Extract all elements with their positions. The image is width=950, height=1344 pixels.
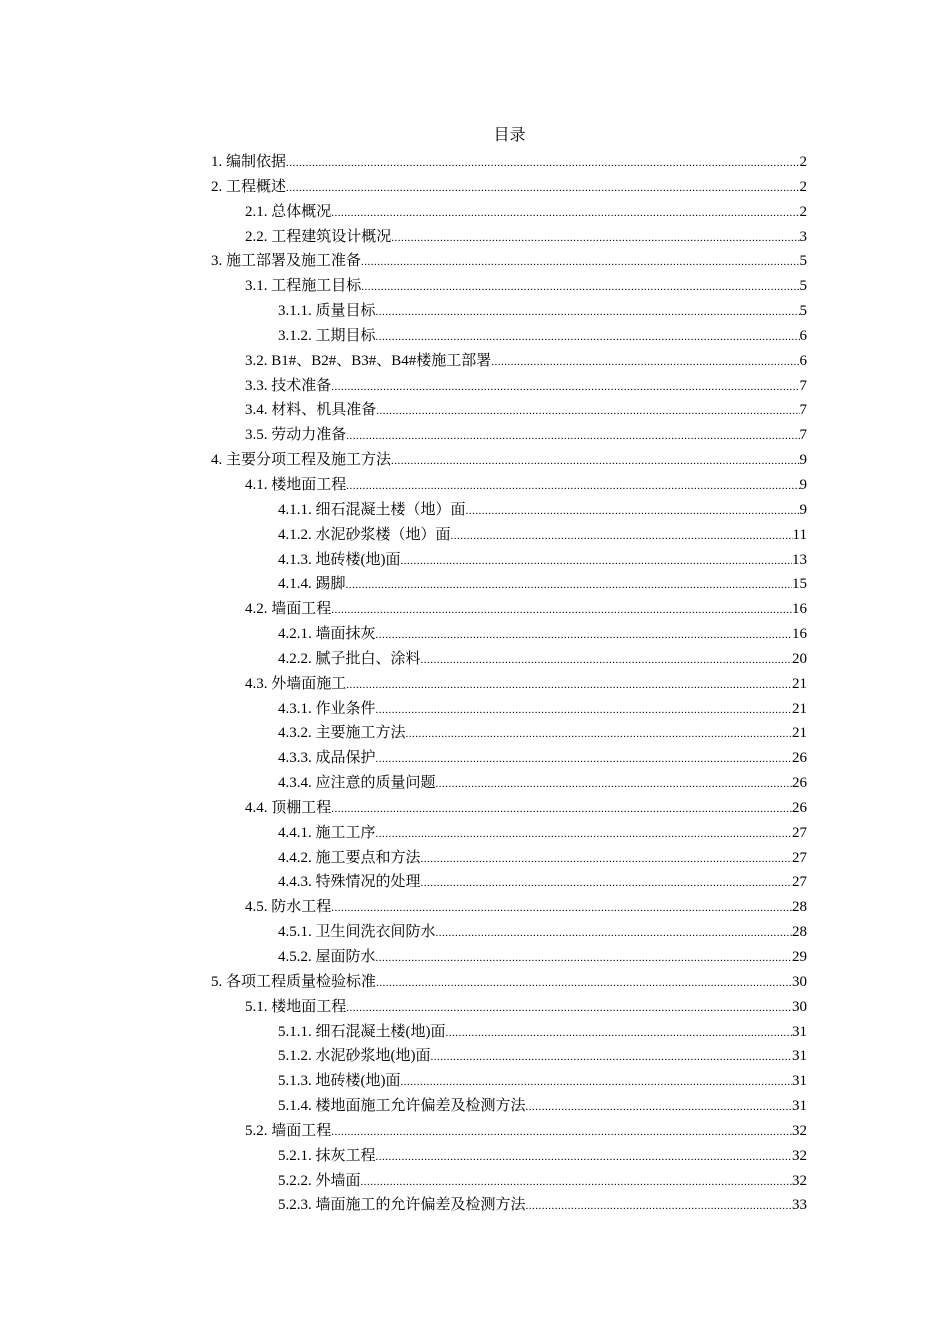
toc-entry[interactable] bbox=[211, 647, 807, 672]
toc-entry[interactable] bbox=[211, 746, 807, 771]
toc-entry-label bbox=[278, 746, 376, 771]
toc-entry-text: 特殊情况的处理 bbox=[315, 874, 421, 891]
toc-entry-page: 32 bbox=[792, 1122, 807, 1139]
toc-entry-label bbox=[245, 995, 346, 1020]
toc-entry-page: 2 bbox=[799, 203, 807, 220]
toc-entry-text: 墙面工程 bbox=[271, 601, 332, 618]
toc-entry-text: 墙面施工的允许偏差及检测方法 bbox=[315, 1197, 526, 1214]
toc-entry-text: 地砖楼(地)面 bbox=[315, 551, 401, 568]
toc-entry-label bbox=[245, 200, 331, 225]
toc-entry-text: 顶棚工程 bbox=[271, 799, 332, 816]
toc-entry-text: 各项工程质量检验标准 bbox=[226, 973, 377, 990]
dot-leader bbox=[526, 1194, 792, 1219]
toc-entry-page: 21 bbox=[792, 725, 807, 742]
toc-entry-text: 细石混凝土楼(地)面 bbox=[315, 1023, 446, 1040]
toc-entry[interactable] bbox=[211, 1020, 807, 1045]
toc-entry-number: 4.4.3. bbox=[278, 874, 312, 891]
toc-entry-page: 5 bbox=[799, 278, 807, 295]
toc-entry-number: 4. bbox=[211, 452, 223, 469]
toc-entry-number: 5.2.1. bbox=[278, 1147, 312, 1164]
toc-entry-label bbox=[278, 1169, 361, 1194]
toc-entry-page: 31 bbox=[792, 1048, 807, 1065]
toc-entry-number: 3.5. bbox=[245, 427, 268, 444]
toc-entry-page: 33 bbox=[792, 1197, 807, 1214]
toc-entry-text: 施工工序 bbox=[315, 824, 376, 841]
toc-entry-number: 5.1.4. bbox=[278, 1098, 312, 1115]
toc-entry-number: 5.1.3. bbox=[278, 1073, 312, 1090]
toc-entry[interactable] bbox=[211, 175, 807, 200]
toc-entry[interactable] bbox=[211, 1169, 807, 1194]
toc-entry-label bbox=[278, 697, 376, 722]
toc-entry-number: 4.3. bbox=[245, 675, 268, 692]
toc-entry-page: 9 bbox=[799, 476, 807, 493]
toc-entry-number: 3.2. bbox=[245, 352, 268, 369]
dot-leader bbox=[401, 1070, 793, 1095]
toc-entry[interactable] bbox=[211, 846, 807, 871]
toc-entry-text: 水泥砂浆楼（地）面 bbox=[315, 526, 451, 543]
toc-entry[interactable] bbox=[211, 274, 807, 299]
toc-entry-number: 4.1. bbox=[245, 476, 268, 493]
dot-leader bbox=[421, 648, 792, 673]
dot-leader bbox=[346, 474, 799, 499]
toc-entry-text: 墙面工程 bbox=[271, 1122, 332, 1139]
toc-entry-text: 防水工程 bbox=[271, 899, 332, 916]
toc-entry-page: 2 bbox=[799, 154, 807, 170]
toc-entry[interactable] bbox=[211, 1144, 807, 1169]
dot-leader bbox=[376, 747, 792, 772]
dot-leader bbox=[286, 151, 799, 176]
toc-entry-number: 4.5.2. bbox=[278, 949, 312, 965]
toc-entry-label bbox=[278, 622, 376, 647]
toc-entry-text: 作业条件 bbox=[315, 700, 376, 717]
dot-leader bbox=[376, 623, 792, 648]
toc-entry[interactable] bbox=[211, 150, 807, 175]
toc-entry-text: 卫生间洗衣间防水 bbox=[315, 924, 436, 941]
dot-leader bbox=[376, 300, 800, 325]
toc-entry-text: 成品保护 bbox=[315, 750, 376, 767]
toc-entry-text: 工期目标 bbox=[315, 327, 376, 344]
dot-leader bbox=[361, 1170, 792, 1195]
toc-entry[interactable] bbox=[211, 721, 807, 746]
toc-entry-number: 4.4.2. bbox=[278, 849, 312, 866]
toc-entry-label bbox=[278, 846, 421, 871]
toc-entry-number: 4.4. bbox=[245, 799, 268, 816]
toc-entry-number: 3. bbox=[211, 253, 223, 270]
toc-entry-text: 楼地面工程 bbox=[271, 998, 347, 1015]
toc-entry-number: 4.2.1. bbox=[278, 626, 312, 643]
toc-entry-text: 外墙面 bbox=[315, 1172, 361, 1189]
toc-entry-text: 工程建筑设计概况 bbox=[271, 228, 392, 245]
toc-entry-label bbox=[211, 448, 391, 473]
toc-entry-page: 7 bbox=[799, 427, 807, 444]
toc-entry-number: 2.1. bbox=[245, 203, 268, 220]
toc-entry[interactable] bbox=[211, 1193, 807, 1218]
toc-entry-label bbox=[278, 1094, 526, 1119]
dot-leader bbox=[466, 499, 800, 524]
dot-leader bbox=[421, 847, 792, 872]
toc-entry[interactable] bbox=[211, 1119, 807, 1144]
toc-entry[interactable] bbox=[211, 299, 807, 324]
toc-entry-text: 劳动力准备 bbox=[271, 427, 347, 444]
toc-entry-number: 5.2.2. bbox=[278, 1172, 312, 1189]
toc-entry-page: 21 bbox=[792, 675, 807, 692]
toc-entry-label bbox=[245, 597, 331, 622]
toc-entry-label bbox=[245, 473, 346, 498]
dot-leader bbox=[361, 250, 799, 275]
dot-leader bbox=[376, 822, 792, 847]
toc-entry[interactable] bbox=[211, 821, 807, 846]
toc-entry-page: 2 bbox=[799, 178, 807, 195]
toc-entry-text: 施工要点和方法 bbox=[315, 849, 421, 866]
toc-entry-number: 4.4.1. bbox=[278, 824, 312, 841]
dot-leader bbox=[401, 549, 793, 574]
toc-entry-page: 31 bbox=[792, 1023, 807, 1040]
toc-entry-label bbox=[278, 721, 406, 746]
toc-entry[interactable] bbox=[211, 249, 807, 274]
toc-entry[interactable] bbox=[211, 1069, 807, 1094]
toc-entry-label bbox=[278, 1020, 446, 1045]
toc-entry-text: 应注意的质量问题 bbox=[315, 775, 436, 792]
toc-entry[interactable] bbox=[211, 622, 807, 647]
toc-entry[interactable] bbox=[211, 349, 807, 374]
toc-entry[interactable] bbox=[211, 945, 807, 970]
dot-leader bbox=[331, 598, 792, 623]
toc-entry-text: 技术准备 bbox=[271, 377, 332, 394]
toc-entry-label bbox=[278, 647, 421, 672]
toc-entry-page: 6 bbox=[799, 352, 807, 369]
toc-entry[interactable] bbox=[211, 796, 807, 821]
dot-leader bbox=[406, 722, 792, 747]
toc-entry-page: 7 bbox=[799, 402, 807, 419]
toc-entry-label bbox=[245, 374, 331, 399]
toc-entry-text: 编制依据 bbox=[226, 154, 287, 170]
toc-entry-number: 4.3.1. bbox=[278, 700, 312, 717]
toc-entry-page: 27 bbox=[792, 849, 807, 866]
toc-entry-number: 3.1.1. bbox=[278, 303, 312, 320]
toc-entry-number: 4.5.1. bbox=[278, 924, 312, 941]
dot-leader bbox=[361, 275, 799, 300]
toc-entry-label bbox=[278, 548, 401, 573]
toc-entry-text: 材料、机具准备 bbox=[271, 402, 377, 419]
toc-entry-number: 4.1.3. bbox=[278, 551, 312, 568]
dot-leader bbox=[331, 375, 799, 400]
toc-entry-number: 4.3.2. bbox=[278, 725, 312, 742]
toc-entry-label bbox=[278, 324, 376, 349]
dot-leader bbox=[376, 971, 792, 996]
toc-entry-page: 26 bbox=[792, 775, 807, 792]
dot-leader bbox=[421, 871, 792, 896]
toc-entry-page: 16 bbox=[792, 601, 807, 618]
dot-leader bbox=[431, 1045, 793, 1070]
toc-entry-text: 质量目标 bbox=[315, 303, 376, 320]
dot-leader bbox=[346, 573, 792, 598]
toc-entry-label bbox=[211, 150, 286, 175]
toc-entry-page: 5 bbox=[799, 303, 807, 320]
table-of-contents bbox=[211, 150, 807, 1218]
toc-entry-label bbox=[245, 423, 346, 448]
dot-leader bbox=[286, 176, 799, 201]
dot-leader bbox=[436, 921, 792, 946]
toc-entry-number: 5. bbox=[211, 973, 223, 990]
toc-entry[interactable] bbox=[211, 473, 807, 498]
toc-entry-label bbox=[278, 498, 466, 523]
toc-entry-text: 抹灰工程 bbox=[315, 1147, 376, 1164]
dot-leader bbox=[491, 350, 799, 375]
toc-entry-text: 施工部署及施工准备 bbox=[226, 253, 362, 270]
toc-entry[interactable] bbox=[211, 448, 807, 473]
toc-entry-number: 3.1.2. bbox=[278, 327, 312, 344]
toc-entry-page: 31 bbox=[792, 1098, 807, 1115]
dot-leader bbox=[376, 325, 800, 350]
dot-leader bbox=[436, 772, 792, 797]
toc-entry[interactable] bbox=[211, 895, 807, 920]
toc-entry-page: 7 bbox=[799, 377, 807, 394]
toc-entry-page: 20 bbox=[792, 650, 807, 667]
toc-entry-label bbox=[245, 398, 376, 423]
toc-entry-page: 26 bbox=[792, 799, 807, 816]
toc-entry-number: 4.1.1. bbox=[278, 501, 312, 518]
toc-entry-label bbox=[278, 1193, 526, 1218]
toc-entry-page: 5 bbox=[799, 253, 807, 270]
toc-entry-number: 4.5. bbox=[245, 899, 268, 916]
toc-entry[interactable] bbox=[211, 498, 807, 523]
toc-entry[interactable] bbox=[211, 423, 807, 448]
dot-leader bbox=[446, 1021, 793, 1046]
toc-entry-label bbox=[245, 672, 346, 697]
toc-entry-number: 4.2.2. bbox=[278, 650, 312, 667]
dot-leader bbox=[391, 449, 799, 474]
toc-entry-label bbox=[211, 175, 286, 200]
toc-entry-page: 27 bbox=[792, 824, 807, 841]
toc-entry[interactable] bbox=[211, 970, 807, 995]
toc-entry[interactable] bbox=[211, 374, 807, 399]
toc-entry-page: 28 bbox=[792, 924, 807, 941]
toc-entry[interactable] bbox=[211, 324, 807, 349]
toc-entry[interactable] bbox=[211, 697, 807, 722]
toc-entry-page: 32 bbox=[792, 1147, 807, 1164]
toc-entry-page: 28 bbox=[792, 899, 807, 916]
dot-leader bbox=[451, 524, 793, 549]
toc-entry[interactable] bbox=[211, 771, 807, 796]
dot-leader bbox=[331, 896, 792, 921]
dot-leader bbox=[346, 673, 792, 698]
toc-entry[interactable] bbox=[211, 398, 807, 423]
toc-entry-text: 工程施工目标 bbox=[271, 278, 362, 295]
toc-entry-label bbox=[278, 572, 346, 597]
toc-entry-text: 水泥砂浆地(地)面 bbox=[315, 1048, 431, 1065]
dot-leader bbox=[346, 996, 792, 1021]
toc-entry-page: 3 bbox=[799, 228, 807, 245]
toc-entry-label bbox=[278, 523, 451, 548]
toc-entry-label bbox=[278, 1044, 431, 1069]
toc-entry-text: 主要分项工程及施工方法 bbox=[226, 452, 392, 469]
toc-entry-page: 26 bbox=[792, 750, 807, 767]
toc-entry-page: 9 bbox=[799, 452, 807, 469]
toc-entry-number: 4.3.3. bbox=[278, 750, 312, 767]
toc-entry-page: 13 bbox=[792, 551, 807, 568]
toc-entry-number: 1. bbox=[211, 154, 223, 170]
toc-entry-label bbox=[245, 796, 331, 821]
toc-entry[interactable] bbox=[211, 672, 807, 697]
toc-entry-label bbox=[278, 821, 376, 846]
dot-leader bbox=[331, 797, 792, 822]
toc-entry-text: B1#、B2#、B3#、B4#楼施工部署 bbox=[271, 352, 492, 369]
toc-entry-text: 总体概况 bbox=[271, 203, 332, 220]
toc-entry-page: 16 bbox=[792, 626, 807, 643]
toc-entry-number: 5.1. bbox=[245, 998, 268, 1015]
toc-entry-label bbox=[211, 970, 376, 995]
toc-entry-number: 4.3.4. bbox=[278, 775, 312, 792]
toc-entry-text: 外墙面施工 bbox=[271, 675, 347, 692]
toc-entry-label bbox=[278, 1144, 376, 1169]
toc-entry-label bbox=[245, 1119, 331, 1144]
toc-entry-number: 3.3. bbox=[245, 377, 268, 394]
toc-entry[interactable] bbox=[211, 995, 807, 1020]
toc-entry-label bbox=[278, 945, 376, 970]
toc-entry-text: 楼地面工程 bbox=[271, 476, 347, 493]
toc-entry-label bbox=[211, 249, 361, 274]
toc-entry-number: 2.2. bbox=[245, 228, 268, 245]
toc-entry-text: 墙面抹灰 bbox=[315, 626, 376, 643]
toc-entry-label bbox=[245, 225, 391, 250]
toc-entry-text: 地砖楼(地)面 bbox=[315, 1073, 401, 1090]
toc-entry-number: 5.1.2. bbox=[278, 1048, 312, 1065]
dot-leader bbox=[376, 946, 792, 971]
dot-leader bbox=[346, 424, 799, 449]
toc-entry-label bbox=[245, 349, 491, 374]
toc-entry-page: 31 bbox=[792, 1073, 807, 1090]
toc-entry-text: 屋面防水 bbox=[315, 949, 376, 965]
toc-entry-text: 楼地面施工允许偏差及检测方法 bbox=[315, 1098, 526, 1115]
dot-leader bbox=[391, 226, 799, 251]
toc-entry[interactable] bbox=[211, 548, 807, 573]
toc-entry-number: 5.1.1. bbox=[278, 1023, 312, 1040]
toc-entry-page: 32 bbox=[792, 1172, 807, 1189]
dot-leader bbox=[376, 698, 792, 723]
toc-entry-page: 30 bbox=[792, 973, 807, 990]
toc-entry-text: 主要施工方法 bbox=[315, 725, 406, 742]
toc-entry-page: 6 bbox=[799, 327, 807, 344]
toc-entry-page: 15 bbox=[792, 576, 807, 593]
toc-entry[interactable] bbox=[211, 523, 807, 548]
toc-entry-label bbox=[278, 920, 436, 945]
toc-entry[interactable] bbox=[211, 225, 807, 250]
toc-entry[interactable] bbox=[211, 572, 807, 597]
toc-entry-label bbox=[278, 870, 421, 895]
toc-entry-label bbox=[278, 299, 376, 324]
dot-leader bbox=[376, 399, 799, 424]
toc-entry-page: 27 bbox=[792, 874, 807, 891]
toc-entry-text: 腻子批白、涂料 bbox=[315, 650, 421, 667]
toc-entry-number: 3.1. bbox=[245, 278, 268, 295]
dot-leader bbox=[376, 1145, 792, 1170]
toc-entry-page: 30 bbox=[792, 998, 807, 1015]
dot-leader bbox=[331, 201, 799, 226]
toc-entry-number: 5.2.3. bbox=[278, 1197, 312, 1214]
toc-entry[interactable] bbox=[211, 1044, 807, 1069]
toc-entry-number: 4.1.4. bbox=[278, 576, 312, 593]
toc-entry[interactable] bbox=[211, 200, 807, 225]
toc-entry-number: 5.2. bbox=[245, 1122, 268, 1139]
toc-entry-page: 11 bbox=[792, 526, 807, 543]
toc-title: 目录 bbox=[493, 127, 526, 144]
toc-entry-label bbox=[278, 1069, 401, 1094]
toc-entry-number: 3.4. bbox=[245, 402, 268, 419]
toc-entry-page: 21 bbox=[792, 700, 807, 717]
dot-leader bbox=[331, 1120, 792, 1145]
toc-entry[interactable] bbox=[211, 597, 807, 622]
toc-entry-page: 9 bbox=[799, 501, 807, 518]
toc-entry-label bbox=[245, 274, 361, 299]
toc-entry-text: 踢脚 bbox=[315, 576, 346, 593]
dot-leader bbox=[526, 1095, 792, 1120]
toc-entry-page: 29 bbox=[792, 949, 807, 965]
toc-entry[interactable] bbox=[211, 920, 807, 945]
toc-entry-number: 4.2. bbox=[245, 601, 268, 618]
toc-entry-number: 4.1.2. bbox=[278, 526, 312, 543]
toc-entry-number: 2. bbox=[211, 178, 223, 195]
toc-entry-label bbox=[245, 895, 331, 920]
toc-entry-label bbox=[278, 771, 436, 796]
toc-entry-text: 工程概述 bbox=[226, 178, 287, 195]
toc-entry[interactable] bbox=[211, 1094, 807, 1119]
toc-entry[interactable] bbox=[211, 870, 807, 895]
toc-entry-text: 细石混凝土楼（地）面 bbox=[315, 501, 466, 518]
